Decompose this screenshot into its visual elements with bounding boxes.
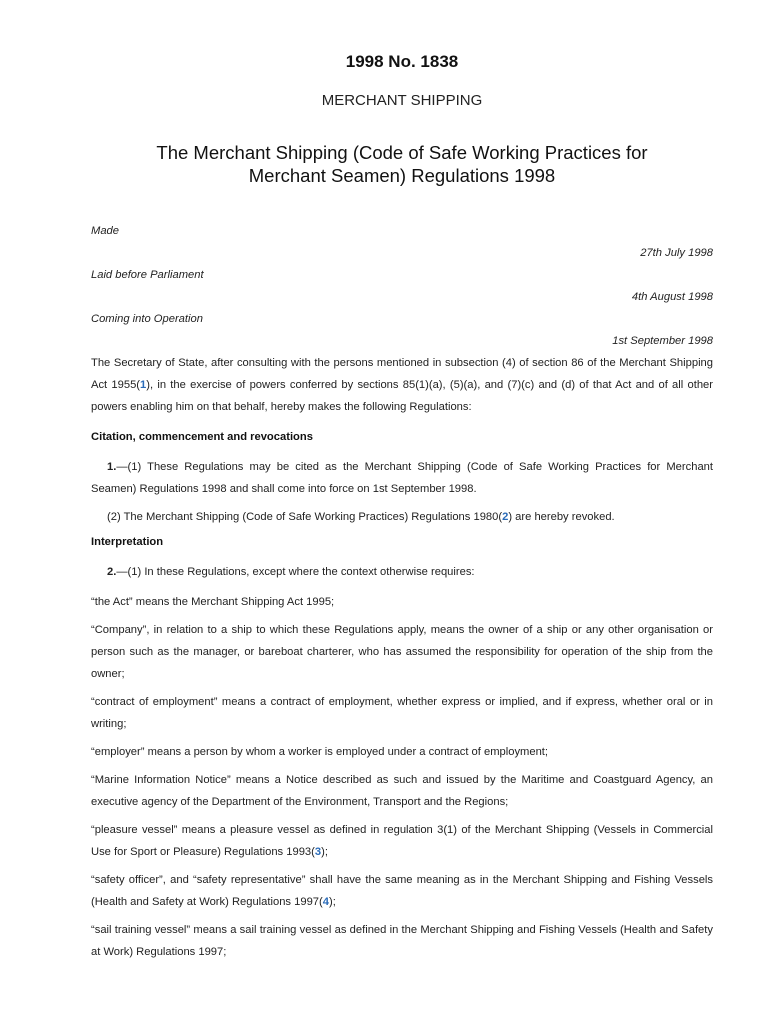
title-line-1: The Merchant Shipping (Code of Safe Working Practices for [156,142,648,163]
operation-label: Coming into Operation [91,313,203,325]
definition-marine-information-notice: “Marine Information Notice” means a Notice described as such and issued by the Maritime and Coastguard Agency, an executive agency of the Department of the Environment, Transport and the Regions; [91,774,713,808]
footnote-link-4[interactable]: 4 [322,896,329,908]
regulation-1-1-text: —(1) These Regulations may be cited as the Merchant Shipping (Code of Safe Working Practices for Merchant Seamen) Regulations 1998 and shall come into force on 1st September 1998. [91,461,713,495]
footnote-link-2[interactable]: 2 [502,511,509,523]
made-date: 27th July 1998 [640,247,713,259]
definition-safety-end: ); [328,896,336,908]
laid-label: Laid before Parliament [91,269,204,281]
regulation-2-1-text: —(1) In these Regulations, except where the context otherwise requires: [116,566,475,578]
footnote-link-3[interactable]: 3 [314,846,322,858]
regulation-number-1: 1. [107,461,117,473]
definition-safety-text: “safety officer”, and “safety representative” shall have the same meaning as in the Merchant Shipping and Fishing Vessels (Health and Safety at Work) Regulations 1997( [91,874,713,908]
si-number: 1998 No. 1838 [345,52,459,71]
definition-company: “Company”, in relation to a ship to which these Regulations apply, means the owner of a ship or any other organisation or person such as the manager, or bareboat charterer, who has assumed the responsibility for operation of the ship from the owner; [91,624,713,680]
definition-contract: “contract of employment” means a contract of employment, whether express or implied, and if express, whether oral or in writing; [91,696,713,730]
definition-sail-training-vessel: “sail training vessel” means a sail training vessel as defined in the Merchant Shipping and Fishing Vessels (Health and Safety at Work) Regulations 1997; [91,924,713,958]
regulation-1-2-text-end: ) are hereby revoked. [508,511,615,523]
preamble-text-2: ), in the exercise of powers conferred by sections 85(1)(a), (5)(a), and (7)(c) and (d) of that Act and of all other powers enabling him on that behalf, hereby makes the following Regulations: [91,379,713,413]
footnote-link-1[interactable]: 1 [140,379,147,391]
regulation-title [0,141,768,187]
title-line-2: Merchant Seamen) Regulations 1998 [248,165,556,186]
heading-citation: Citation, commencement and revocations [91,431,313,443]
definition-pleasure-vessel [91,819,713,863]
operation-date: 1st September 1998 [612,335,713,347]
definition-act: “the Act” means the Merchant Shipping Act 1995; [91,596,335,608]
definition-employer: “employer” means a person by whom a worker is employed under a contract of employment; [91,746,549,758]
preamble-text: The Secretary of State, after consulting with the persons mentioned in subsection (4) of section 86 of the Merchant Shipping Act 1955( [91,357,713,391]
heading-interpretation: Interpretation [91,536,164,548]
subject-heading: MERCHANT SHIPPING [321,92,483,109]
definition-safety-officer [91,869,713,913]
regulation-1-1 [91,456,713,500]
definition-pleasure-end: ); [321,846,328,858]
laid-date: 4th August 1998 [631,291,713,303]
regulation-1-2 [91,506,713,528]
document-body [91,220,713,963]
preamble [91,352,713,418]
made-label: Made [91,225,119,237]
regulation-2-1 [91,561,713,583]
definition-pleasure-text: “pleasure vessel” means a pleasure vessel as defined in regulation 3(1) of the Merchant Shipping (Vessels in Commercial Use for Sport or Pleasure) Regulations 1993( [91,824,713,858]
regulation-1-2-text: (2) The Merchant Shipping (Code of Safe Working Practices) Regulations 1980( [107,511,503,523]
regulation-number-2: 2. [107,566,117,578]
